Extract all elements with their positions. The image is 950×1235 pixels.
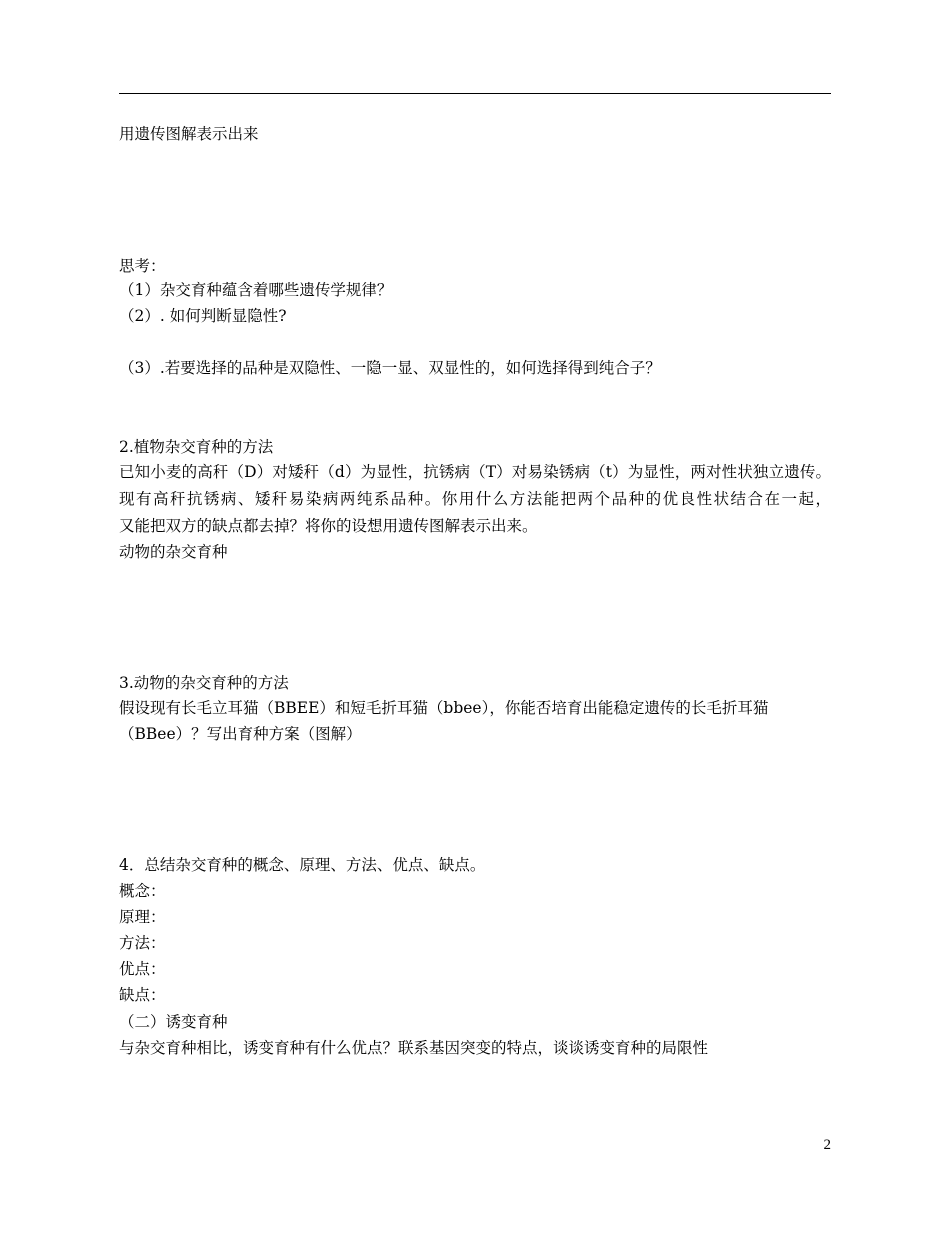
mutation-breeding-title: （二）诱变育种 (119, 1013, 228, 1031)
header-rule (119, 93, 831, 94)
section-2-title: 2.植物杂交育种的方法 (119, 438, 274, 456)
summary-advantage: 优点： (119, 960, 166, 978)
section-3-title: 3.动物的杂交育种的方法 (119, 674, 289, 692)
summary-principle: 原理： (119, 908, 166, 926)
section-2-note: 动物的杂交育种 (119, 543, 228, 561)
summary-method: 方法： (119, 934, 166, 952)
section-3-line-1: 假设现有长毛立耳猫（BBEE）和短毛折耳猫（bbee），你能否培育出能稳定遗传的长毛折耳猫 (119, 699, 769, 717)
text-line-header: 用遗传图解表示出来 (119, 125, 259, 143)
think-question-3: （3）.若要选择的品种是双隐性、一隐一显、双显性的，如何选择得到纯合子？ (119, 359, 661, 377)
think-title: 思考： (119, 257, 166, 275)
mutation-breeding-question: 与杂交育种相比，诱变育种有什么优点？联系基因突变的特点，谈谈诱变育种的局限性 (119, 1039, 709, 1057)
section-3-line-2: （BBee）？写出育种方案（图解） (119, 725, 362, 743)
think-question-1: （1）杂交育种蕴含着哪些遗传学规律？ (119, 281, 393, 299)
section-4-title: 4．总结杂交育种的概念、原理、方法、优点、缺点。 (119, 856, 486, 874)
section-2-line-2: 现有高秆抗锈病、矮秆易染病两纯系品种。你用什么方法能把两个品种的优良性状结合在一起， (119, 490, 831, 508)
section-2-line-3: 又能把双方的缺点都去掉？将你的设想用遗传图解表示出来。 (119, 517, 538, 535)
page-number: 2 (823, 1137, 831, 1153)
section-2-line-1: 已知小麦的高秆（D）对矮秆（d）为显性，抗锈病（T）对易染锈病（t）为显性，两对性状独立遗传。 (119, 463, 831, 481)
think-question-2: （2）. 如何判断显隐性? (119, 307, 287, 325)
summary-concept: 概念： (119, 882, 166, 900)
summary-disadvantage: 缺点： (119, 986, 166, 1004)
